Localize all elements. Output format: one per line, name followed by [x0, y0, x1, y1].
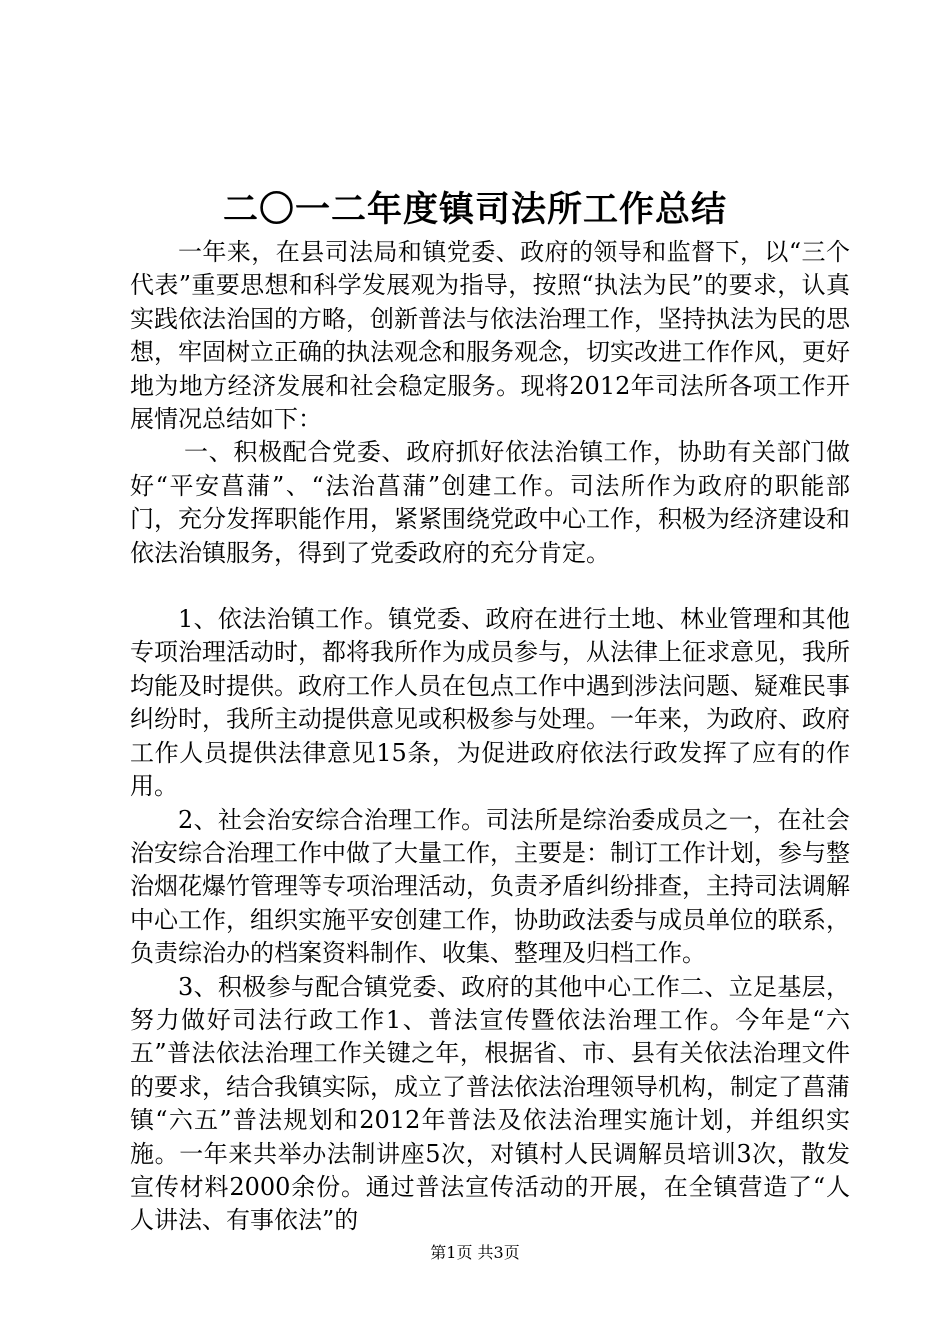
paragraph-spacer — [130, 570, 850, 603]
page-number-footer: 第1页 共3页 — [430, 1243, 520, 1262]
paragraph-intro: 一年来，在县司法局和镇党委、政府的领导和监督下，以“三个代表”重要思想和科学发展观为指导，按照“执法为民”的要求，认真实践依法治国的方略，创新普法与依法治理工作，坚持执法为民的思想，牢固树立正确的执法观念和服务观念，切实改进工作作风，更好地为地方经济发展和社会稳定服务。现将2012年司法所各项工作开展情况总结如下： — [130, 238, 850, 434]
paragraph-item-3: 3、积极参与配合镇党委、政府的其他中心工作二、立足基层，努力做好司法行政工作1、普法宣传暨依法治理工作。今年是“六五”普法依法治理工作关键之年，根据省、市、县有关依法治理文件的要求，结合我镇实际，成立了普法依法治理领导机构，制定了菖蒲镇“六五”普法规划和2012年普法及依法治理实施计划，并组织实施。一年来共举办法制讲座5次，对镇村人民调解员培训3次，散发宣传材料2000余份。通过普法宣传活动的开展，在全镇营造了“人人讲法、有事依法”的 — [130, 972, 850, 1235]
paragraph-item-1: 1、依法治镇工作。镇党委、政府在进行土地、林业管理和其他专项治理活动时，都将我所作为成员参与，从法律上征求意见，我所均能及时提供。政府工作人员在包点工作中遇到涉法问题、疑难民事纠纷时，我所主动提供意见或积极参与处理。一年来，为政府、政府工作人员提供法律意见15条，为促进政府依法行政发挥了应有的作用。 — [130, 605, 850, 801]
document-body — [130, 236, 850, 1238]
paragraph-item-2: 2、社会治安综合治理工作。司法所是综治委成员之一，在社会治安综合治理工作中做了大量工作，主要是：制订工作计划，参与整治烟花爆竹管理等专项治理活动，负责矛盾纠纷排查，主持司法调解中心工作，组织实施平安创建工作，协助政法委与成员单位的联系，负责综治办的档案资料制作、收集、整理及归档工作。 — [130, 805, 850, 968]
document-title: 二〇一二年度镇司法所工作总结 — [222, 189, 727, 230]
paragraph-section-one: 一、积极配合党委、政府抓好依法治镇工作，协助有关部门做好“平安菖蒲”、“法治菖蒲”创建工作。司法所作为政府的职能部门，充分发挥职能作用，紧紧围绕党政中心工作，积极为经济建设和依法治镇服务，得到了党委政府的充分肯定。 — [130, 438, 850, 567]
